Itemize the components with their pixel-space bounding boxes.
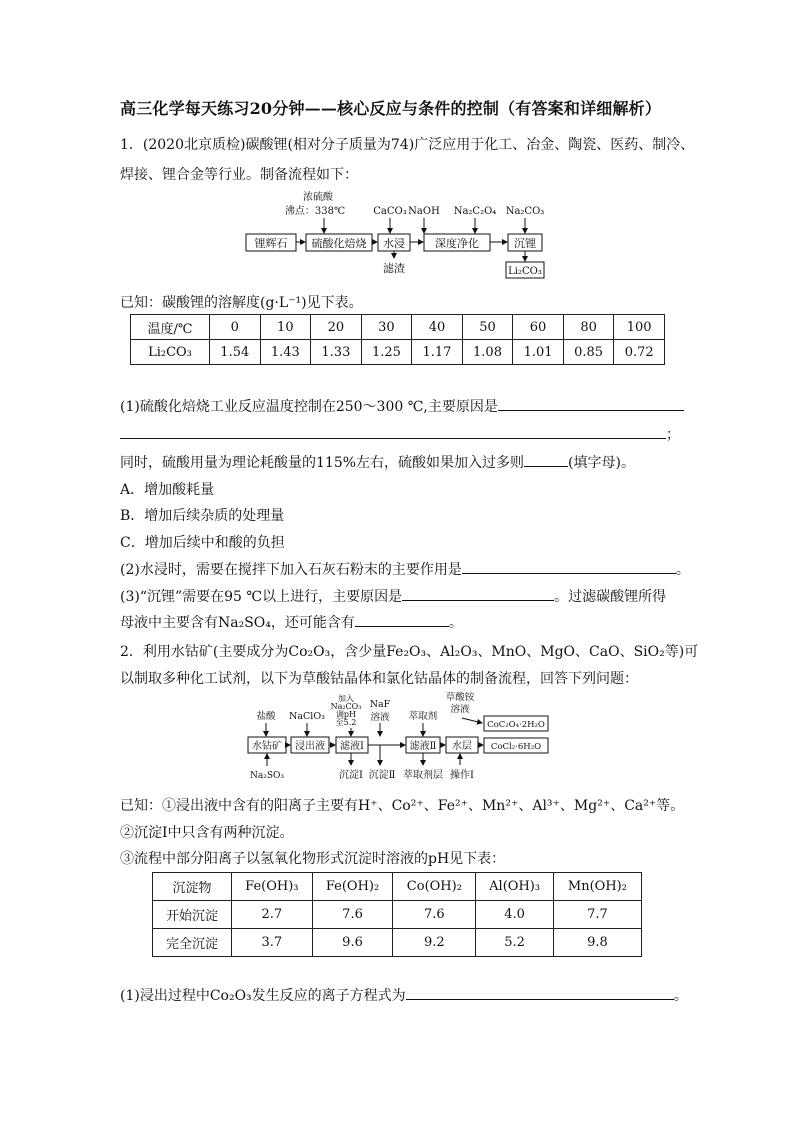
q1-part1-line2 [120,424,680,444]
q2-label-precip2: 沉淀Ⅱ [368,770,396,781]
table-cell: 60 [513,315,564,340]
q2-label-hcl: 盐酸 [256,711,276,722]
table-cell: 20 [311,315,362,340]
q1-box-purify: 深度净化 [435,237,479,250]
q1-part3-line2 [120,612,463,632]
q1-label-conc-acid: 浓硫酸 [303,192,333,203]
q2-part1-text: (1)浸出过程中Co₂O₃发生反应的离子方程式为 [120,988,406,1004]
q1-part3-mid: 。过滤碳酸锂所得 [554,589,667,605]
answer-blank[interactable] [355,612,449,627]
answer-blank[interactable] [120,424,666,439]
table-cell: 3.7 [231,929,312,957]
table-cell: 0.85 [563,340,614,365]
q1-part1-note: 同时，硫酸用量为理论耗酸量的115%左右，硫酸如果加入过多则 [120,455,525,471]
q1-part1-line1 [120,396,684,416]
q2-known-3: ③流程中部分阳离子以氢氧化物形式沉淀时溶液的pH见下表： [120,851,506,867]
q2-intro-line1: 2．利用水钴矿(主要成分为Co₂O₃，含少量Fe₂O₃、Al₂O₃、MnO、MgO、CaO、SiO₂等)可 [120,644,699,660]
answer-blank[interactable] [402,586,554,601]
table-cell: 7.7 [553,901,641,929]
table-cell: 9.8 [553,929,641,957]
q1-option-c: C．增加后续中和酸的负担 [120,535,285,551]
q1-intro-line1: 1．(2020北京质检)碳酸锂(相对分子质量为74)广泛应用于化工、冶金、陶瓷、医药、制冷、 [120,137,695,153]
answer-blank[interactable] [524,452,568,467]
table-cell: 9.2 [393,929,476,957]
q2-label-adjust-ph: 调pH [335,710,357,719]
q1-part2-end: 。 [675,562,690,578]
table-cell: 30 [361,315,412,340]
q2-intro-line2: 以制取多种化工试剂，以下为草酸钴晶体和氯化钴晶体的制备流程，回答下列问题： [120,671,638,687]
q2-label-na2co3: Na₂CO₃ [330,702,362,711]
q2-flowchart [240,692,560,788]
table-cell: Mn(OH)₂ [553,873,641,901]
q2-label-extractant: 萃取剂 [408,711,438,722]
table-cell: 4.0 [476,901,554,929]
q2-label-add: 加入 [338,694,354,703]
table-cell: 1.43 [260,340,311,365]
q1-label-residue: 滤渣 [383,262,405,275]
q2-label-naf: NaF [369,699,391,710]
q2-box-cobalt-chloride: CoCl₂·6H₂O [490,742,542,752]
table-cell: 1.54 [210,340,261,365]
q2-label-organic: 萃取剂层 [403,770,443,781]
page-title: 高三化学每天练习20分钟——核心反应与条件的控制（有答案和详细解析） [120,99,662,118]
q1-box-spodumene: 锂辉石 [254,237,288,250]
table-cell: 7.6 [312,901,393,929]
table-cell: 完全沉淀 [153,929,232,957]
q1-part1-text: (1)硫酸化焙烧工业反应温度控制在250～300 ℃,主要原因是 [120,399,498,415]
table-cell: 温度/℃ [131,315,210,340]
table-cell: Li₂CO₃ [131,340,210,365]
q2-label-oxalate: 草酸铵 [445,692,475,703]
q1-known: 已知：碳酸锂的溶解度(g·L⁻¹)见下表。 [120,295,363,311]
q1-part2 [120,559,690,579]
q2-label-precip1: 沉淀Ⅰ [339,770,363,781]
ph-table [152,872,642,957]
table-cell: Co(OH)₂ [393,873,476,901]
q1-part2-text: (2)水浸时，需要在搅拌下加入石灰石粉末的主要作用是 [120,562,462,578]
q1-box-sulfation: 硫酸化焙烧 [311,237,367,250]
table-cell: 80 [563,315,614,340]
answer-blank[interactable] [498,396,684,411]
q1-option-a: A．增加酸耗量 [120,482,215,498]
table-cell: 1.25 [361,340,412,365]
q1-box-water-leach: 水浸 [383,237,405,250]
q1-flowchart [240,190,560,280]
table-cell: 100 [614,315,665,340]
q1-part1-line3 [120,452,635,472]
table-cell: 1.08 [462,340,513,365]
table-row [153,901,642,929]
q2-box-ore: 水钴矿 [252,741,282,752]
table-cell: 10 [260,315,311,340]
table-cell: 40 [412,315,463,340]
table-row [131,315,665,340]
q1-label-boiling: 沸点：338℃ [284,206,346,217]
table-cell: 2.7 [231,901,312,929]
q1-part1-note-end: (填字母)。 [568,455,635,471]
table-row [153,929,642,957]
q1-part1-end: ； [666,427,680,443]
q2-box-filtrate2: 滤液Ⅱ [409,741,437,752]
q1-part3-text: (3)“沉锂”需要在95 ℃以上进行，主要原因是 [120,589,403,605]
answer-blank[interactable] [406,985,674,1000]
q1-label-na2co3: Na₂CO₃ [505,206,545,217]
q2-label-operation1: 操作Ⅰ [450,770,474,781]
q2-part1 [120,985,688,1005]
table-cell: Al(OH)₃ [476,873,554,901]
q2-label-oxalate-sol: 溶液 [450,704,470,715]
q1-box-li2co3: Li₂CO₃ [508,266,542,277]
q1-part3-end: 。 [448,615,463,631]
table-cell: 沉淀物 [153,873,232,901]
q2-box-aqueous: 水层 [452,741,472,752]
table-cell: Fe(OH)₂ [312,873,393,901]
q2-box-cobalt-oxalate: CoC₂O₄·2H₂O [487,720,545,730]
table-cell: 0.72 [614,340,665,365]
q2-part1-end: 。 [673,988,688,1004]
q2-known-2: ②沉淀Ⅰ中只含有两种沉淀。 [120,825,294,841]
q1-label-na2c2o4: Na₂C₂O₄ [453,206,497,217]
table-cell: 0 [210,315,261,340]
table-cell: 7.6 [393,901,476,929]
table-cell: 50 [462,315,513,340]
table-cell: 1.33 [311,340,362,365]
q1-label-caco3: CaCO₃ [373,206,407,217]
q2-box-filtrate1: 滤液Ⅰ [340,741,364,752]
table-cell: 9.6 [312,929,393,957]
table-cell: 开始沉淀 [153,901,232,929]
q1-box-precip-li: 沉锂 [514,237,536,250]
table-cell: Fe(OH)₃ [231,873,312,901]
q1-intro-line2: 焊接、锂合金等行业。制备流程如下： [120,167,358,183]
q1-part3-line1 [120,586,666,606]
solubility-table [130,314,665,365]
q2-box-leachate: 浸出液 [295,741,325,752]
q1-label-naoh: NaOH [408,206,440,217]
q2-label-naclo3: NaClO₃ [289,711,325,722]
q2-label-to-ph: 至5.2 [335,718,357,727]
q1-part3-text2: 母液中主要含有Na₂SO₄，还可能含有 [120,615,355,631]
table-cell: 5.2 [476,929,554,957]
table-cell: 1.01 [513,340,564,365]
q2-label-na2so3: Na₂SO₃ [249,771,285,781]
answer-blank[interactable] [462,559,676,574]
table-cell: 1.17 [412,340,463,365]
q1-option-b: B．增加后续杂质的处理量 [120,508,285,524]
table-row [153,873,642,901]
q2-known-1: 已知：①浸出液中含有的阳离子主要有H⁺、Co²⁺、Fe²⁺、Mn²⁺、Al³⁺、Mg²⁺、Ca²⁺等。 [120,798,685,814]
q2-label-naf-sol: 溶液 [370,712,390,723]
table-row [131,340,665,365]
